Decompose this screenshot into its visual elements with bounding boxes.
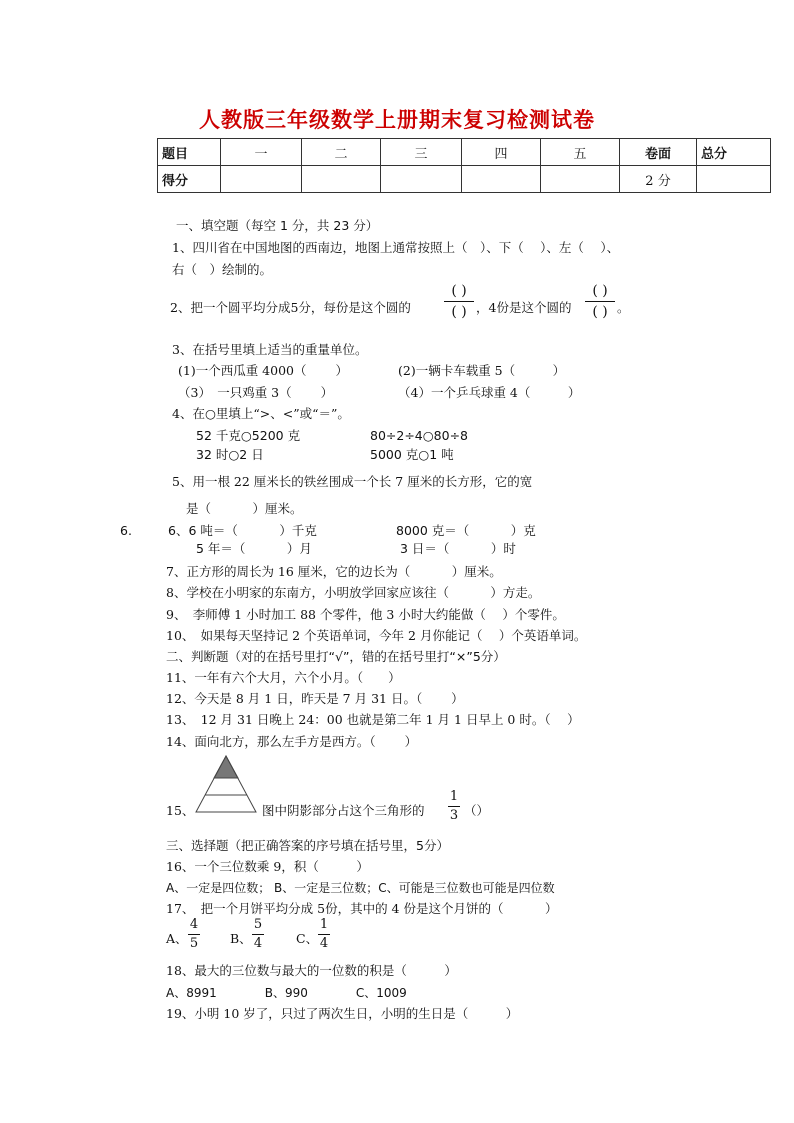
question-3-3: （3） 一只鸡重 3（ ） [178,385,334,400]
question-9: 9、 李师傅 1 小时加工 88 个零件，他 3 小时大约能做（ ）个零件。 [166,607,565,622]
question-3-2: (2)一辆卡车载重 5（ ） [398,363,566,378]
fraction-denominator: 4 [253,936,263,951]
score-input-total[interactable] [697,166,771,193]
fraction-denominator: 3 [449,808,459,823]
question-4-1: 52 千克○5200 克 [196,428,301,443]
question-6-number: 6. [120,523,132,538]
question-7: 7、正方形的周长为 16 厘米，它的边长为（ ）厘米。 [166,564,502,579]
score-input-4[interactable] [462,166,541,193]
question-4-4: 5000 克○1 吨 [370,447,454,462]
question-10: 10、 如果每天坚持记 2 个英语单词，今年 2 月你能记（ ）个英语单词。 [166,628,587,643]
section-2-title: 二、判断题（对的在括号里打“√”，错的在括号里打“×”5分） [166,649,506,664]
question-2-text-a: 2、把一个圆平均分成5分，每份是这个圆的 [170,300,411,315]
question-5-cont: 是（ ）厘米。 [186,501,303,516]
table-cell: 总分 [697,139,771,166]
fraction-numerator: 5 [252,916,264,935]
question-1: 1、四川省在中国地图的西南边，地图上通常按照上（ ）、下（ ）、左（ ）、 [172,240,620,255]
page-title: 人教版三年级数学上册期末复习检测试卷 [199,108,595,132]
table-cell: 2 分 [620,166,697,193]
option-c-fraction [318,916,330,953]
question-4-3: 32 时○2 日 [196,447,264,462]
fraction-denominator: 4 [319,936,329,951]
question-4-2: 80÷2÷4○80÷8 [370,428,468,443]
fraction-numerator: ( ) [585,281,615,302]
question-12: 12、今天是 8 月 1 日，昨天是 7 月 31 日。（ ） [166,691,464,706]
fraction-denominator: ( ) [451,304,467,320]
question-15-fraction [448,788,460,825]
question-18: 18、最大的三位数与最大的一位数的积是（ ） [166,963,457,978]
question-4: 4、在○里填上“>、<”或“＝”。 [172,406,350,421]
table-cell: 三 [381,139,462,166]
question-3-1: (1)一个西瓜重 4000（ ） [178,363,348,378]
fraction-numerator: ( ) [444,281,474,302]
option-a-fraction [188,916,200,953]
question-8: 8、学校在小明家的东南方，小明放学回家应该往（ ）方走。 [166,585,541,600]
question-2-text-b: ，4份是这个圆的 [476,300,572,315]
question-3-4: （4）一个乒乓球重 4（ ） [398,385,581,400]
question-11: 11、一年有六个大月，六个小月。（ ） [166,670,401,685]
table-cell: 四 [462,139,541,166]
table-cell: 二 [302,139,381,166]
question-19: 19、小明 10 岁了，只过了两次生日，小明的生日是（ ） [166,1006,519,1021]
option-b-label: B、 [230,931,252,946]
fraction-numerator: 1 [318,916,330,935]
question-2-fraction-1 [444,281,474,322]
fraction-numerator: 1 [448,788,460,807]
score-table-score-row [158,166,771,193]
question-15-number: 15、 [166,803,195,818]
question-17: 17、 把一个月饼平均分成 5份，其中的 4 份是这个月饼的（ ） [166,901,558,916]
question-16-options: A、一定是四位数； B、一定是三位数；C、可能是三位数也可能是四位数 [166,881,555,895]
question-6-3: 5 年＝（ ）月 [196,541,312,556]
question-6-2: 8000 克＝（ ）克 [396,523,536,538]
option-c-label: C、 [296,931,319,946]
score-input-3[interactable] [381,166,462,193]
fraction-numerator: 4 [188,916,200,935]
score-table-header-row [158,139,771,166]
question-6-4: 3 日＝（ ）时 [400,541,516,556]
score-input-5[interactable] [541,166,620,193]
option-a-label: A、 [166,931,188,946]
question-2-fraction-2 [585,281,615,322]
question-14: 14、面向北方，那么左手方是西方。（ ） [166,734,418,749]
section-3-title: 三、选择题（把正确答案的序号填在括号里，5分） [166,838,449,853]
question-3: 3、在括号里填上适当的重量单位。 [172,342,368,357]
question-15-text: 图中阴影部分占这个三角形的 [262,803,425,818]
question-1-cont: 右（ ）绘制的。 [172,262,273,277]
table-cell: 五 [541,139,620,166]
question-6-1: 6、6 吨＝（ ）千克 [168,523,317,538]
question-16: 16、一个三位数乘 9，积（ ） [166,859,369,874]
fraction-denominator: ( ) [592,304,608,320]
table-cell: 题目 [158,139,221,166]
table-cell: 卷面 [620,139,697,166]
question-2-text-c: 。 [617,300,630,315]
table-cell: 得分 [158,166,221,193]
score-input-1[interactable] [221,166,302,193]
question-18-options: A、8991 B、990 C、1009 [166,986,407,1000]
question-13: 13、 12 月 31 日晚上 24：00 也就是第二年 1 月 1 日早上 0 时。（ ） [166,712,580,727]
section-1-title: 一、填空题（每空 1 分，共 23 分） [176,218,379,233]
fraction-denominator: 5 [189,936,199,951]
score-input-2[interactable] [302,166,381,193]
question-15-answer: （） [464,803,490,818]
option-b-fraction [252,916,264,953]
table-cell: 一 [221,139,302,166]
question-5: 5、用一根 22 厘米长的铁丝围成一个长 7 厘米的长方形，它的宽 [172,474,533,489]
triangle-figure-icon [194,754,258,814]
score-table [157,138,771,193]
